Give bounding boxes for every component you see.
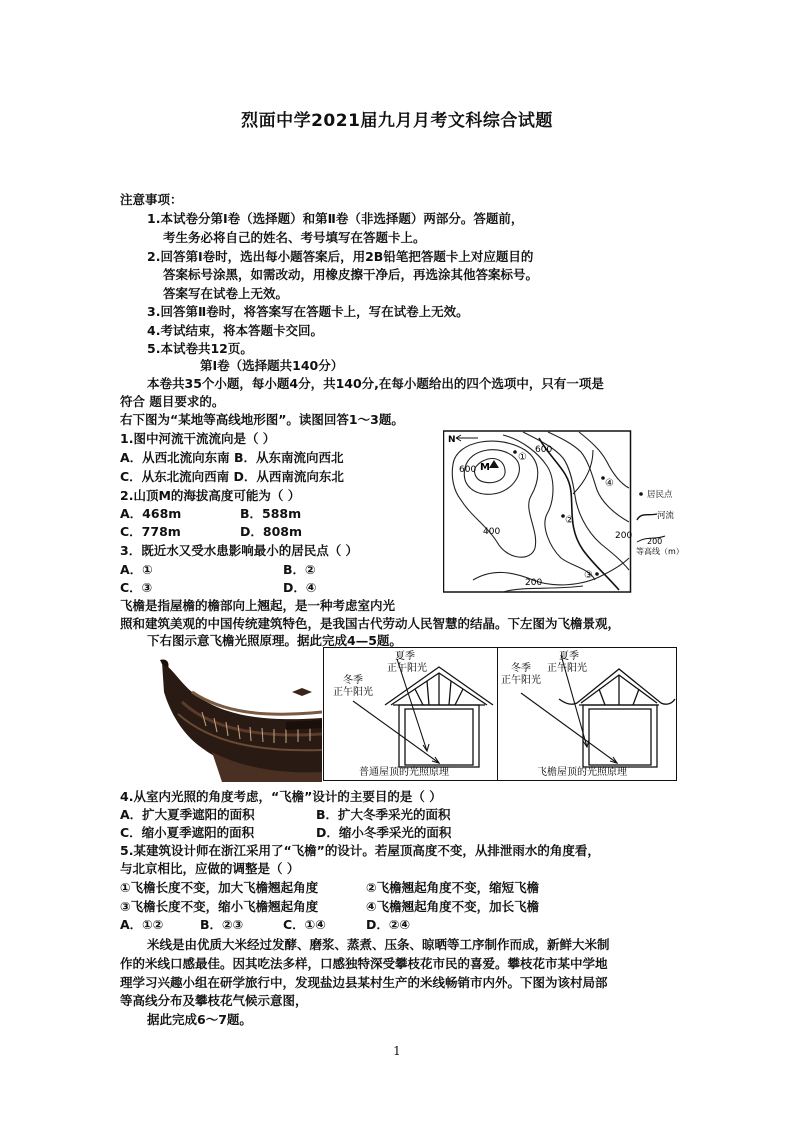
statement: ④飞檐翘起角度不变，加长飞檐	[366, 899, 540, 914]
option: B．②③	[200, 917, 244, 932]
diagram-caption: 普通屋顶的光照原理	[359, 767, 449, 778]
paragraph: 飞檐是指屋檐的檐部向上翘起，是一种考虑室内光	[120, 598, 396, 613]
question-lead: 右下图为“某地等高线地形图”。读图回答1～3题。	[120, 412, 404, 427]
option: D．④	[283, 580, 317, 595]
settlement-3: ③	[584, 570, 593, 581]
notice-line: 3.回答第Ⅱ卷时，将答案写在答题卡上，写在试卷上无效。	[147, 304, 469, 319]
notice-line: 答案写在试卷上无效。	[163, 286, 289, 301]
diagram-caption: 飞檐屋顶的光照原理	[537, 767, 627, 778]
contour-label: 600	[535, 445, 553, 455]
paragraph: 理学习兴趣小组在研学旅行中，发现盐边县某村生产的米线畅销市内外。下图为该村局部	[120, 975, 608, 990]
ordinary-roof-diagram	[323, 647, 503, 781]
notice-line: 考生务必将自己的姓名、考号填写在答题卡上。	[163, 230, 426, 245]
summer-noon-label: 正午阳光	[547, 663, 587, 674]
statement: ①飞檐长度不变，加大飞檐翘起角度	[120, 880, 319, 895]
option: B．扩大冬季采光的面积	[316, 807, 451, 822]
flying-eave-roof-diagram	[497, 647, 677, 781]
contour-label: 400	[483, 527, 501, 537]
legend-contour: 等高线（m）	[636, 547, 684, 556]
option: A．①	[120, 562, 153, 577]
notice-line: 2.回答第Ⅰ卷时，选出每小题答案后，用2B铅笔把答题卡上对应题目的	[147, 249, 534, 264]
option: D．缩小冬季采光的面积	[316, 825, 452, 840]
river-legend-icon	[637, 514, 657, 520]
summer-label: 夏季	[395, 651, 415, 662]
paragraph: 下右图示意飞檐光照原理。据此完成4—5题。	[147, 633, 402, 648]
option: B．588m	[240, 506, 302, 521]
winter-label: 冬季	[511, 663, 531, 674]
settlement-1: ①	[518, 452, 527, 463]
statement: ③飞檐长度不变，缩小飞檐翘起角度	[120, 899, 319, 914]
question-1-options: A．从西北流向东南 B．从东南流向西北	[120, 450, 344, 465]
statement: ②飞檐翘起角度不变，缩短飞檐	[366, 880, 540, 895]
question-5-cont: 与北京相比，应做的调整是（ ）	[120, 861, 300, 876]
legend-river: 河流	[657, 511, 675, 521]
winter-label: 冬季	[343, 675, 363, 686]
question-1-options: C．从东北流向西南 D．从西南流向东北	[120, 469, 344, 484]
option: D．②④	[366, 917, 411, 932]
section-intro: 符合 题目要求的。	[120, 394, 225, 409]
section-heading: 第Ⅰ卷（选择题共140分）	[200, 358, 344, 373]
option: A．①②	[120, 917, 164, 932]
question-4: 4.从室内光照的角度考虑，“飞檐”设计的主要目的是（ ）	[120, 789, 442, 804]
section-intro: 本卷共35个小题，每小题4分，共140分,在每小题给出的四个选项中，只有一项是	[147, 376, 604, 391]
contour-map	[443, 430, 693, 595]
peak-label: M	[480, 462, 490, 473]
page-title: 烈面中学2021届九月月考文科综合试题	[241, 111, 553, 131]
winter-noon-label: 正午阳光	[501, 675, 541, 686]
option: C．778m	[120, 524, 181, 539]
option: A．468m	[120, 506, 182, 521]
contour-lines	[452, 432, 629, 592]
option: C．①④	[283, 917, 326, 932]
option: B．②	[283, 562, 316, 577]
summer-noon-label: 正午阳光	[387, 663, 427, 674]
paragraph: 作的米线口感最佳。因其吃法多样，口感独特深受攀枝花市民的喜爱。攀枝花市某中学地	[120, 956, 608, 971]
option: D．808m	[240, 524, 302, 539]
legend-settlement: 居民点	[647, 490, 673, 500]
summer-label: 夏季	[559, 651, 579, 662]
notice-line: 答案标号涂黑，如需改动，用橡皮擦干净后，再选涂其他答案标号。	[163, 267, 539, 282]
notice-line: 5.本试卷共12页。	[147, 341, 253, 356]
contour-label: 600	[459, 465, 477, 475]
settlement-2: ②	[565, 515, 574, 526]
settlement-4: ④	[605, 478, 614, 489]
paragraph: 等高线分布及攀枝花气候示意图，	[120, 993, 308, 1008]
winter-noon-label: 正午阳光	[333, 687, 373, 698]
flying-eave-photo	[152, 652, 322, 782]
legend-contour-value: 200	[647, 537, 663, 546]
option: A．扩大夏季遮阳的面积	[120, 807, 255, 822]
north-label: N	[448, 435, 456, 445]
question-3: 3．既近水又受水患影响最小的居民点（ ）	[120, 543, 359, 558]
question-5: 5.某建筑设计师在浙江采用了“飞檐”的设计。若屋顶高度不变，从排泄雨水的角度看，	[120, 843, 600, 858]
option: C．③	[120, 580, 153, 595]
paragraph: 据此完成6～7题。	[147, 1012, 252, 1027]
peak-icon	[489, 460, 499, 468]
page-number: 1	[393, 1044, 401, 1058]
notice-line: 1.本试卷分第Ⅰ卷（选择题）和第Ⅱ卷（非选择题）两部分。答题前，	[147, 211, 524, 226]
question-2: 2.山顶M的海拔高度可能为（ ）	[120, 488, 301, 503]
contour-label: 200	[615, 531, 633, 541]
notice-line: 4.考试结束，将本答题卡交回。	[147, 323, 323, 338]
settlement-legend-icon	[639, 492, 643, 496]
question-1: 1.图中河流干流流向是（ ）	[120, 431, 276, 446]
paragraph: 照和建筑美观的中国传统建筑特色，是我国古代劳动人民智慧的结晶。下左图为飞檐景观，	[120, 616, 621, 631]
notice-heading: 注意事项：	[120, 192, 183, 207]
paragraph: 米线是由优质大米经过发酵、磨浆、蒸煮、压条、晾晒等工序制作而成，新鲜大米制	[147, 937, 610, 952]
contour-label: 200	[525, 578, 543, 588]
option: C．缩小夏季遮阳的面积	[120, 825, 255, 840]
